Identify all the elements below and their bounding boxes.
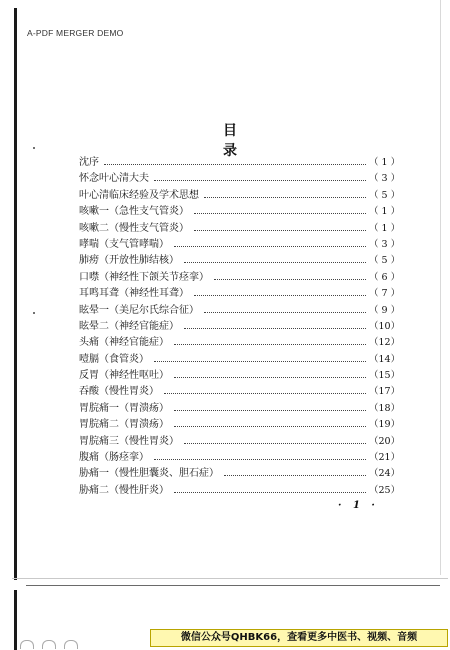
toc-entry-page: （17）	[369, 386, 401, 398]
toc-entry-page: （ 1 ）	[369, 157, 401, 168]
toc-entry-title: 胃脘痛三（慢性胃炎）	[79, 435, 179, 447]
toc-dot-leader	[154, 450, 366, 460]
toc-entry-page: （ 6 ）	[369, 271, 401, 283]
toc-dot-leader	[174, 417, 366, 427]
toc-dot-leader	[184, 434, 366, 444]
toc-entry-page: （ 3 ）	[369, 173, 401, 185]
toc-entry-title: 耳鸣耳聋（神经性耳聋）	[79, 288, 189, 300]
toc-entry	[79, 434, 399, 450]
toc-entry-title: 吞酸（慢性胃炎）	[79, 386, 159, 398]
toc-entry-page: （ 3 ）	[369, 238, 401, 250]
toc-entry-page: （ 5 ）	[369, 189, 401, 201]
toc-entry	[79, 352, 399, 368]
toc-entry-page: （ 1 ）	[369, 222, 401, 234]
toc-entry-page: （12）	[369, 337, 401, 349]
toc-entry-page: （ 5 ）	[369, 255, 401, 267]
toc-entry	[79, 188, 399, 204]
toc-entry-page: （15）	[369, 370, 401, 382]
toc-entry-page: （ 7 ）	[369, 288, 401, 300]
toc-entry-title: 头痛（神经官能症）	[79, 337, 169, 349]
toc-entry	[79, 450, 399, 466]
toc-dot-leader	[194, 286, 366, 296]
toc-dot-leader	[194, 204, 366, 214]
toc-entry-title: 胁痛一（慢性胆囊炎、胆石症）	[79, 468, 219, 480]
toc-entry-page: （ 1 ）	[369, 206, 401, 218]
glyph-fragment	[20, 640, 34, 649]
toc-dot-leader	[194, 221, 366, 231]
toc-dot-leader	[184, 253, 366, 263]
toc-entry-title: 胁痛二（慢性肝炎）	[79, 484, 169, 496]
toc-entry	[79, 270, 399, 286]
watermark-text: A-PDF MERGER DEMO	[27, 28, 124, 38]
wechat-promo-banner: 微信公众号QHBK66，查看更多中医书、视频、音频	[150, 629, 448, 647]
toc-entry	[79, 303, 399, 319]
toc-dot-leader	[174, 237, 366, 247]
toc-entry-title: 怀念叶心清大夫	[79, 173, 149, 185]
toc-entry	[79, 319, 399, 335]
glyph-fragment	[42, 640, 56, 649]
page-title: 目 录	[223, 123, 277, 159]
toc-entry	[79, 155, 399, 171]
scan-speck	[33, 312, 35, 314]
next-page-glimpse	[20, 640, 78, 649]
toc-dot-leader	[174, 401, 366, 411]
toc-entry-page: （18）	[369, 402, 401, 414]
toc-entry-page: （24）	[369, 468, 401, 480]
glyph-fragment	[64, 640, 78, 649]
next-page-left-border	[14, 590, 17, 650]
toc-entry	[79, 253, 399, 269]
toc-dot-leader	[174, 483, 366, 493]
toc-entry	[79, 171, 399, 187]
toc-dot-leader	[204, 303, 366, 313]
toc-entry	[79, 483, 399, 499]
toc-dot-leader	[174, 335, 366, 345]
toc-entry-title: 肺痨（开放性肺结核）	[79, 255, 179, 267]
next-page-top-rule	[26, 585, 440, 586]
toc-entry-title: 咳嗽一（急性支气管炎）	[79, 206, 189, 218]
toc-entry-page: （10）	[369, 320, 401, 332]
toc-entry	[79, 368, 399, 384]
toc-entry	[79, 335, 399, 351]
toc-entry-page: （14）	[369, 353, 401, 365]
toc-entry-page: （21）	[369, 452, 401, 464]
toc-dot-leader	[154, 171, 366, 181]
toc-dot-leader	[154, 352, 366, 362]
toc-entry	[79, 286, 399, 302]
toc-entry-page: （ 9 ）	[369, 304, 401, 316]
toc-dot-leader	[204, 188, 366, 198]
toc-entry	[79, 237, 399, 253]
toc-entry-title: 反胃（神经性呕吐）	[79, 370, 169, 382]
table-of-contents	[79, 155, 399, 499]
toc-dot-leader	[164, 384, 366, 394]
toc-entry-title: 胃脘痛二（胃溃疡）	[79, 419, 169, 431]
toc-entry	[79, 384, 399, 400]
page-left-border	[14, 8, 17, 580]
toc-entry-page: （20）	[369, 435, 401, 447]
toc-dot-leader	[214, 270, 366, 280]
toc-entry-title: 口噤（神经性下颌关节痉挛）	[79, 271, 209, 283]
toc-entry-title: 眩晕二（神经官能症）	[79, 320, 179, 332]
toc-entry-title: 胃脘痛一（胃溃疡）	[79, 402, 169, 414]
toc-entry-title: 腹痛（肠痉挛）	[79, 452, 149, 464]
toc-dot-leader	[174, 368, 366, 378]
toc-entry-title: 噎膈（食管炎）	[79, 353, 149, 365]
toc-entry-title: 哮喘（支气管哮喘）	[79, 238, 169, 250]
toc-entry-title: 叶心清临床经验及学术思想	[79, 189, 199, 201]
toc-entry-title: 眩晕一（美尼尔氏综合征）	[79, 304, 199, 316]
toc-entry-title: 沈序	[79, 157, 99, 168]
page-number: · 1 ·	[338, 500, 379, 511]
toc-entry	[79, 466, 399, 482]
toc-entry	[79, 221, 399, 237]
scan-speck	[33, 147, 35, 149]
toc-entry	[79, 417, 399, 433]
toc-entry	[79, 401, 399, 417]
page-divider	[12, 578, 448, 579]
toc-entry-title: 咳嗽二（慢性支气管炎）	[79, 222, 189, 234]
toc-entry-page: （25）	[369, 484, 401, 496]
toc-dot-leader	[224, 466, 366, 476]
toc-dot-leader	[104, 155, 366, 165]
toc-dot-leader	[184, 319, 366, 329]
toc-entry-page: （19）	[369, 419, 401, 431]
toc-entry	[79, 204, 399, 220]
